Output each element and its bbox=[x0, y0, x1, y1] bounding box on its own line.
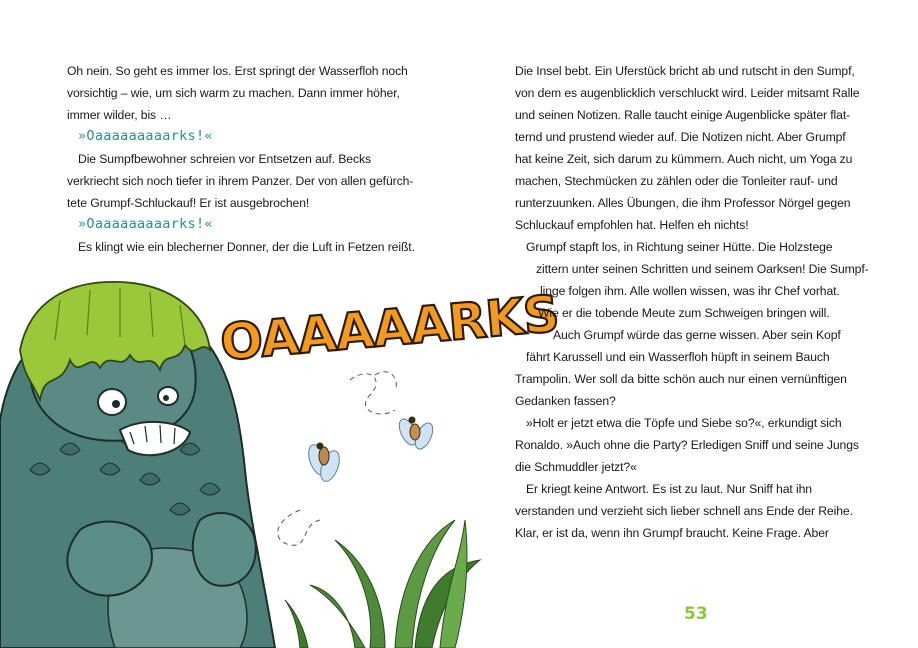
left-text-line: Die Sumpfbewohner schreien vor Entsetzen auf. Becks bbox=[78, 152, 371, 166]
right-text-line: von dem es augenblicklich verschluckt wird. Leider mitsamt Ralle bbox=[515, 86, 860, 100]
right-text-line: Trampolin. Wer soll da bitte schön auch nur einen vernünftigen bbox=[515, 372, 847, 386]
left-text-line: Oh nein. So geht es immer los. Erst springt der Wasserfloh noch bbox=[67, 64, 408, 78]
left-text-line: tete Grumpf-Schluckauf! Er ist ausgebrochen! bbox=[67, 196, 310, 210]
right-text-line: linge folgen ihm. Alle wollen wissen, was ihr Chef vorhat. bbox=[540, 284, 840, 298]
right-text-line: Die Insel bebt. Ein Uferstück bricht ab und rutscht in den Sumpf, bbox=[515, 64, 855, 78]
right-text-line: Er kriegt keine Antwort. Es ist zu laut. Nur Sniff hat ihn bbox=[526, 482, 812, 496]
hiccup-shout-2: »Oaaaaaaaaarks!« bbox=[78, 216, 213, 232]
right-text-line: die Schmuddler jetzt?« bbox=[515, 460, 637, 474]
left-text-line: vorsichtig – wie, um sich warm zu machen. Dann immer höher, bbox=[67, 86, 400, 100]
right-text-line: Gedanken fassen? bbox=[515, 394, 616, 408]
right-text-line: ternd und prustend wieder auf. Die Notizen nicht. Aber Grumpf bbox=[515, 130, 846, 144]
hiccup-shout-1: »Oaaaaaaaaarks!« bbox=[78, 128, 213, 144]
right-text-line: fährt Karussell und ein Wasserfloh hüpft in seinem Bauch bbox=[526, 350, 830, 364]
left-text-line: verkriecht sich noch tiefer in ihrem Panzer. Der von allen gefürch- bbox=[67, 174, 414, 188]
reed-plants bbox=[285, 520, 480, 648]
left-text-line: Es klingt wie ein blecherner Donner, der die Luft in Fetzen reißt. bbox=[78, 240, 415, 254]
left-text-line: immer wilder, bis … bbox=[67, 108, 172, 122]
right-text-line: und seinen Notizen. Ralle taucht einige Augenblicke später flat- bbox=[515, 108, 851, 122]
fly-1 bbox=[305, 442, 343, 484]
right-text-line: hat keine Zeit, sich darum zu kümmern. Auch nicht, um Yoga zu bbox=[515, 152, 853, 166]
sound-word: OAAAAARKS bbox=[217, 284, 561, 372]
right-text-line: Schluckauf empfohlen hat. Helfen eh nichts! bbox=[515, 218, 749, 232]
page-number: 53 bbox=[684, 604, 708, 624]
right-text-line: zittern unter seinen Schritten und seinem Oarksen! Die Sumpf- bbox=[536, 262, 869, 276]
right-text-line: Auch Grumpf würde das gerne wissen. Aber sein Kopf bbox=[553, 328, 841, 342]
right-text-line: Grumpf stapft los, in Richtung seiner Hütte. Die Holzstege bbox=[526, 240, 833, 254]
fly-2 bbox=[396, 416, 437, 451]
right-text-line: runterzuunken. Alles Übungen, die ihm Professor Nörgel gegen bbox=[515, 196, 851, 210]
right-text-line: »Holt er jetzt etwa die Töpfe und Siebe so?«, erkundigt sich bbox=[526, 416, 842, 430]
right-text-line: Wie er die tobende Meute zum Schweigen bringen will. bbox=[538, 306, 830, 320]
right-text-line: Ronaldo. »Auch ohne die Party? Erledigen Sniff und seine Jungs bbox=[515, 438, 859, 452]
right-text-line: verstanden und verzieht sich lieber schnell ans Ende der Reihe. bbox=[515, 504, 853, 518]
right-text-line: Klar, er ist da, wenn ihn Grumpf braucht. Keine Frage. Aber bbox=[515, 526, 829, 540]
right-text-line: machen, Stechmücken zu zählen oder die Tonleiter rauf- und bbox=[515, 174, 838, 188]
right-page bbox=[459, 0, 918, 648]
